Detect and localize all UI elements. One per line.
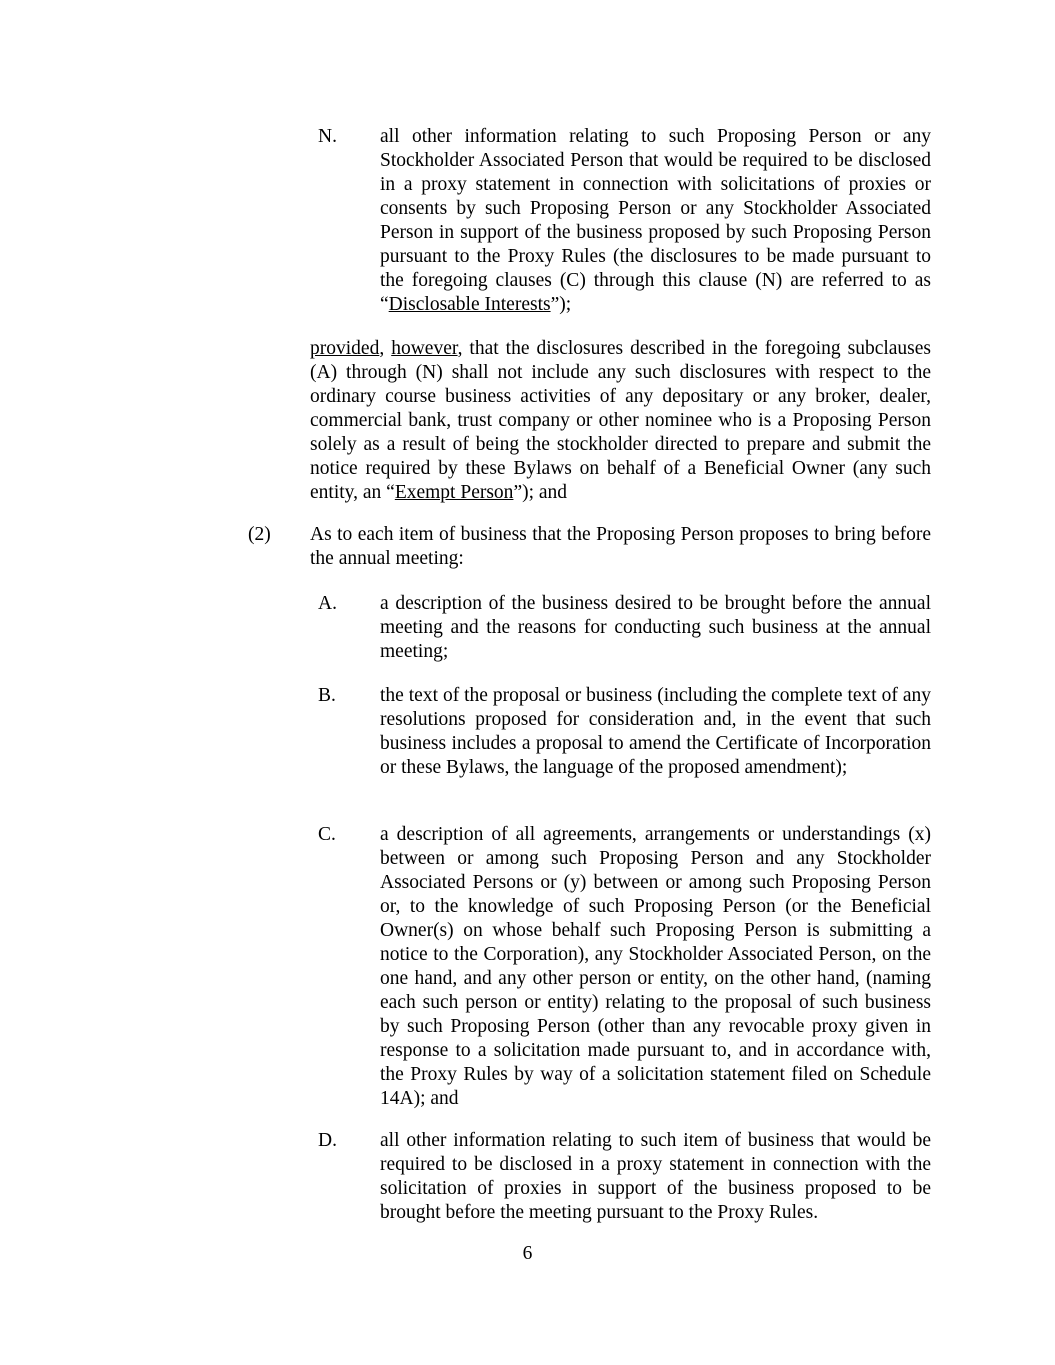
subclause-b-text: the text of the proposal or business (including the complete text of any resolutions proposed for consideration and, in the event that such business includes a proposal to amend the Certificate of Incorporation or these Bylaws, the language of the proposed amendment); — [380, 685, 931, 778]
subclause-c-text: a description of all agreements, arrangements or understandings (x) between or among such Proposing Person and any Stockholder Associated Persons or (y) between or among such Proposing Person or, to the knowledge of such Proposing Person (or the Beneficial Owner(s) on whose behalf such Proposing Person is submitting a notice to the Corporation), any Stockholder Associated Person, on the one hand, and any other person or entity, on the other hand, (naming each such person or entity) relating to the proposal of such business by such Proposing Person (other than any revocable proxy given in response to a solicitation made pursuant to, and in accordance with, the Proxy Rules by way of a solicitation statement filed on Schedule 14A); and — [380, 824, 931, 1109]
subclause-n-marker: N. — [318, 126, 337, 147]
subclause-d-marker: D. — [318, 1130, 337, 1151]
subclause-n-text: all other information relating to such Proposing Person or any Stockholder Associated Person that would be required to be disclosed in a proxy statement in connection with solicitations of proxies or consents by such Proposing Person or any Stockholder Associated Person in support of the business proposed by such Proposing Person pursuant to the Proxy Rules (the disclosures to be made pursuant to the foregoing clauses (C) through this clause (N) are referred to as “Disclosable Interests”); — [380, 126, 931, 315]
proviso-word-however: however — [391, 338, 458, 359]
subclause-a-marker: A. — [318, 593, 337, 614]
defined-term-exempt-person: Exempt Person — [394, 482, 514, 503]
proviso-paragraph: provided, however, that the disclosures described in the foregoing subclauses (A) through (N) shall not include any such disclosures with respect to the ordinary course business activities of any depositary or any broker, dealer, commercial bank, trust company or other nominee who is a Proposing Person solely as a result of being the stockholder directed to prepare and submit the notice required by these Bylaws on behalf of a Beneficial Owner (any such entity, an “Exempt Person”); and — [310, 338, 932, 503]
clause-2-marker: (2) — [248, 524, 271, 545]
subclause-c-marker: C. — [318, 824, 336, 845]
page-number: 6 — [522, 1243, 533, 1264]
subclause-d-text: all other information relating to such item of business that would be required to be disclosed in a proxy statement in connection with the solicitation of proxies in support of the business proposed to be brought before the meeting pursuant to the Proxy Rules. — [380, 1130, 931, 1223]
subclause-b-marker: B. — [318, 685, 336, 706]
subclause-a-text: a description of the business desired to be brought before the annual meeting and the reasons for conducting such business at the annual meeting; — [380, 593, 931, 662]
clause-2-text: As to each item of business that the Proposing Person proposes to bring before the annual meeting: — [310, 524, 931, 569]
proviso-word-provided: provided — [310, 338, 380, 359]
defined-term-disclosable-interests: Disclosable Interests — [388, 294, 551, 315]
